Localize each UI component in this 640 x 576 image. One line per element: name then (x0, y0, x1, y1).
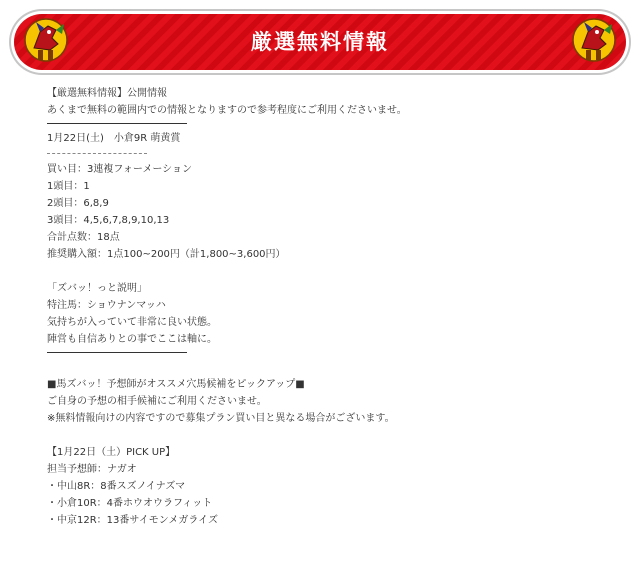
article-body (47, 85, 627, 529)
divider (47, 352, 187, 353)
divider (47, 123, 187, 124)
pickup-heading: 【1月22日（土）PICK UP】 (47, 447, 176, 458)
bet-recommended-amount: 推奨購入額：1点100~200円（計1,800~3,600円） (47, 249, 286, 260)
pickup-item: ・中京12R：13番サイモンメガライズ (47, 515, 218, 526)
explanation-stable-comment: 陣営も自信ありとの事でここは軸に。 (47, 334, 217, 345)
pickup-forecaster: 担当予想師：ナガオ (47, 464, 137, 475)
race-title: 1月22日(土) 小倉9R 萌黄賞 (47, 133, 181, 144)
bet-total-points: 合計点数：18点 (47, 232, 120, 243)
banner-background (14, 14, 626, 70)
racehorse-mascot-icon (568, 10, 618, 66)
explanation-featured-horse: 特注馬：ショウナンマッハ (47, 300, 166, 311)
pickup-notice-title: ■馬ズバッ！予想師がオススメ穴馬候補をピックアップ■ (47, 379, 305, 390)
explanation-heading: 「ズバッ！っと説明」 (47, 283, 147, 294)
explanation-condition: 気持ちが入っていて非常に良い状態。 (47, 317, 217, 328)
bet-first-horse: 1頭目：1 (47, 181, 90, 192)
pickup-notice-usage: ご自身の予想の相手候補にご利用くださいませ。 (47, 396, 267, 407)
bet-second-horses: 2頭目：6,8,9 (47, 198, 109, 209)
divider-dashed (47, 153, 147, 154)
intro-notice: あくまで無料の範囲内での情報となりますので参考程度にご利用くださいませ。 (47, 105, 407, 116)
pickup-item: ・小倉10R：4番ホウオウラフィット (47, 498, 213, 509)
header-banner (0, 10, 640, 74)
bet-third-horses: 3頭目：4,5,6,7,8,9,10,13 (47, 215, 170, 226)
banner-title: 厳選無料情報 (251, 30, 389, 54)
pickup-item: ・中山8R：8番スズノイナズマ (47, 481, 186, 492)
pickup-notice-disclaimer: ※無料情報向けの内容ですので募集プラン買い目と異なる場合がございます。 (47, 413, 395, 424)
intro-heading: 【厳選無料情報】公開情報 (47, 88, 167, 99)
racehorse-mascot-icon (22, 10, 72, 66)
bet-type: 買い目：3連複フォーメーション (47, 164, 192, 175)
